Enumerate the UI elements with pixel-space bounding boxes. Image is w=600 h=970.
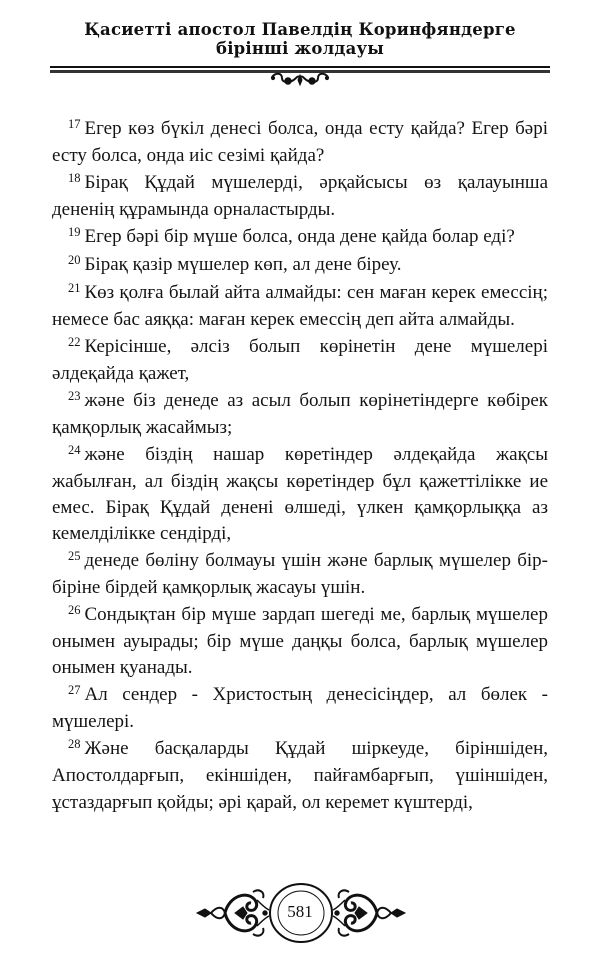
verse-text: Керісінше, әлсіз болып көрінетін дене мүшелері әлдеқайда қажет, bbox=[52, 335, 548, 384]
page-number: 581 bbox=[287, 902, 313, 921]
verse-text: Егер бәрі бір мүше болса, онда дене қайда болар еді? bbox=[84, 226, 515, 247]
verse-19 bbox=[52, 224, 548, 251]
verse-number: 28 bbox=[68, 737, 81, 752]
verse-number: 18 bbox=[68, 171, 81, 185]
verse-number: 23 bbox=[68, 388, 81, 403]
verse-text: Бірақ Құдай мүшелерді, әрқайсысы өз қалауынша дененің құрамында орналастырды. bbox=[52, 172, 548, 221]
verse-26 bbox=[52, 602, 548, 682]
verse-28 bbox=[52, 736, 548, 816]
verse-18 bbox=[52, 170, 548, 223]
verse-22 bbox=[52, 334, 548, 387]
header-divider-thin bbox=[50, 66, 550, 68]
verse-number: 21 bbox=[68, 280, 81, 295]
verse-text: және біз денеде аз асыл болып көрінетіндерге көбірек қамқорлық жасаймыз; bbox=[52, 389, 548, 438]
verse-20 bbox=[52, 252, 548, 279]
verse-number: 19 bbox=[68, 225, 81, 239]
verse-number: 17 bbox=[68, 117, 81, 131]
verse-number: 22 bbox=[68, 334, 81, 349]
verse-text: Сондықтан бір мүше зардап шегеді ме, барлық мүшелер онымен ауырады; бір мүше даңқы болса, барлық мүшелер онымен қуанады. bbox=[52, 604, 548, 679]
verse-text: Және басқаларды Құдай шіркеуде, біріншіден, Апостолдарғып, екіншіден, пайғамбарғып, үшіншіден, ұстаздарғып қойды; әрі қарай, ол керемет күштерді, bbox=[52, 738, 548, 813]
verse-number: 27 bbox=[68, 683, 81, 698]
scroll-ornament-icon bbox=[268, 72, 332, 88]
verse-text: Ал сендер - Христостың денесісіңдер, ал бөлек - мүшелері. bbox=[52, 684, 548, 733]
verse-24 bbox=[52, 442, 548, 548]
verse-text: Бірақ қазір мүшелер көп, ал дене біреу. bbox=[84, 253, 402, 275]
scripture-body bbox=[52, 116, 548, 816]
verse-text: және біздің нашар көретіндер әлдеқайда жақсы жабылған, ал біздің жақсы көретіндер бұл қажеттілікке ие емес. Бірақ Құдай денені өлшеді, үлкен қамқорлыққа аз кемелділікке сендірді, bbox=[52, 443, 548, 545]
verse-text: Егер көз бүкіл денесі болса, онда есту қайда? Егер бәрі есту болса, онда иіс сезімі қайда? bbox=[52, 118, 548, 167]
verse-number: 26 bbox=[68, 603, 81, 617]
verse-23 bbox=[52, 388, 548, 441]
header-title-line-2: бірінші жолдауы bbox=[216, 39, 384, 58]
verse-text: денеде бөліну болмауы үшін және барлық мүшелер бір-біріне бірдей қамқорлық жасауы үшін. bbox=[52, 550, 548, 599]
verse-number: 24 bbox=[68, 442, 81, 457]
verse-17 bbox=[52, 116, 548, 169]
header-title-line-1: Қасиетті апостол Павелдің Коринфяндерге bbox=[84, 20, 516, 39]
running-header bbox=[0, 20, 600, 58]
verse-number: 25 bbox=[68, 549, 81, 563]
verse-number: 20 bbox=[68, 252, 81, 267]
verse-27 bbox=[52, 682, 548, 735]
verse-21 bbox=[52, 280, 548, 333]
verse-25 bbox=[52, 548, 548, 601]
verse-text: Көз қолға былай айта алмайды: сен маған керек емессің; немесе бас аяққа: маған керек емессің деп айта алмайды. bbox=[52, 281, 548, 330]
